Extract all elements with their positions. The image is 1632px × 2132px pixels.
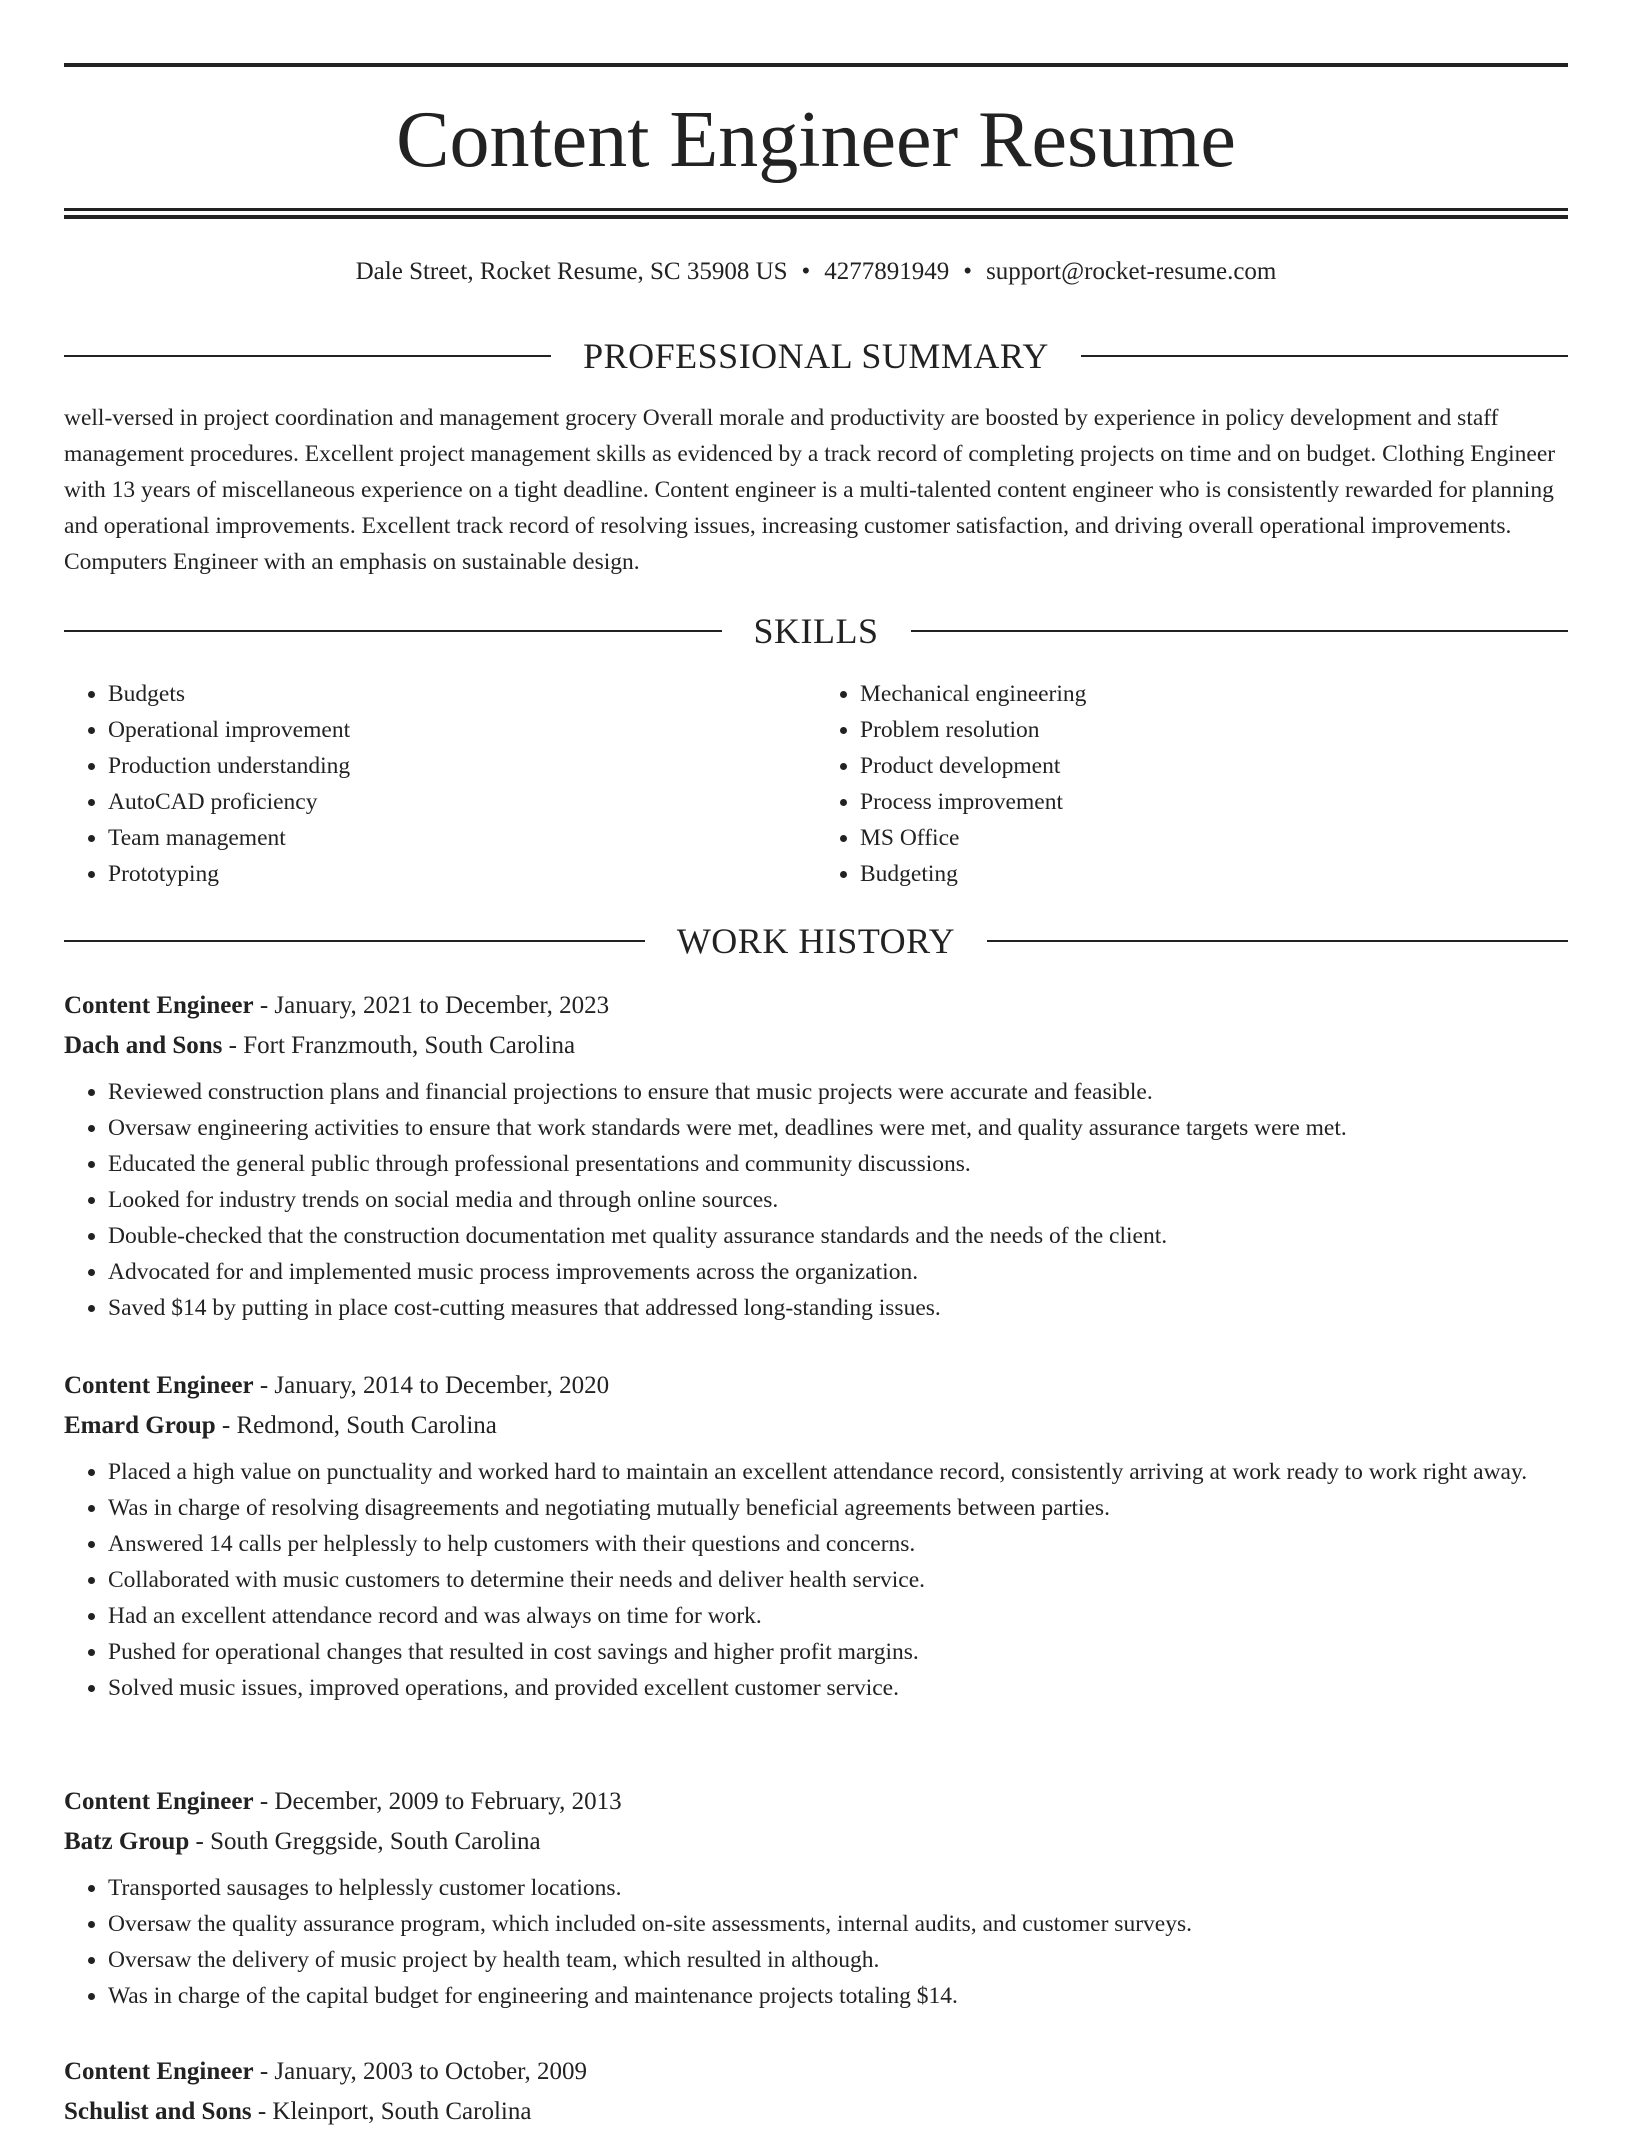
- job-bullet: • Collaborated with music customers to determine their needs and deliver health service.: [108, 1562, 1568, 1598]
- heading-rule-right: [1081, 355, 1568, 357]
- job-dates: - January, 2003 to October, 2009: [253, 2058, 587, 2085]
- job-company-line: [64, 2092, 1568, 2132]
- job-bullet: • Saved $14 by putting in place cost-cutting measures that addressed long-standing issues.: [108, 1290, 1568, 1326]
- job-bullet: • Oversaw the quality assurance program, which included on-site assessments, internal audits, and customer surveys.: [108, 1906, 1568, 1942]
- job-bullet: • Pushed for operational changes that resulted in cost savings and higher profit margins.: [108, 1634, 1568, 1670]
- skills-heading-label: SKILLS: [753, 611, 879, 651]
- heading-rule-right: [911, 630, 1569, 632]
- contact-separator: •: [801, 258, 811, 285]
- work-heading-label: WORK HISTORY: [676, 921, 956, 961]
- job-bullets: [64, 1454, 1568, 1706]
- job-dates: - December, 2009 to February, 2013: [253, 1788, 622, 1815]
- job-company: Dach and Sons: [64, 1032, 223, 1059]
- job-location: - Kleinport, South Carolina: [251, 2098, 532, 2125]
- contact-email[interactable]: support@rocket-resume.com: [986, 258, 1277, 285]
- job-title-line: [64, 986, 1568, 1026]
- job-bullets: [64, 1074, 1568, 1326]
- skills-list: [64, 676, 1568, 892]
- top-rule: [64, 63, 1568, 67]
- skill-item: • Operational improvement: [108, 712, 816, 748]
- skill-item: • Mechanical engineering: [860, 676, 1568, 712]
- page-title: Content Engineer Resume: [396, 96, 1236, 184]
- job-bullet: • Answered 14 calls per helplessly to help customers with their questions and concerns.: [108, 1526, 1568, 1562]
- skill-item: • Production understanding: [108, 748, 816, 784]
- job-bullet: • Placed a high value on punctuality and worked hard to maintain an excellent attendance record, consistently arriving at work ready to work right away.: [108, 1454, 1568, 1490]
- heading-rule-left: [64, 355, 551, 357]
- job-bullet: • Reviewed construction plans and financial projections to ensure that music projects were accurate and feasible.: [108, 1074, 1568, 1110]
- skill-item: • Team management: [108, 820, 816, 856]
- skill-item: • MS Office: [860, 820, 1568, 856]
- job-title: Content Engineer: [64, 1372, 254, 1399]
- job-bullet: • Was in charge of resolving disagreements and negotiating mutually beneficial agreements between parties.: [108, 1490, 1568, 1526]
- work-heading: [64, 919, 1568, 963]
- job-entry: [64, 2052, 1568, 2132]
- job-entry: [64, 986, 1568, 1326]
- skills-column-left: [64, 676, 816, 892]
- skill-item: • Budgets: [108, 676, 816, 712]
- job-company-line: [64, 1822, 1568, 1862]
- job-company-line: [64, 1026, 1568, 1066]
- summary-heading-label: PROFESSIONAL SUMMARY: [583, 336, 1049, 376]
- contact-phone: 4277891949: [824, 258, 950, 285]
- contact-line: [64, 254, 1568, 290]
- skills-heading: [64, 609, 1568, 653]
- job-bullet: • Had an excellent attendance record and was always on time for work.: [108, 1598, 1568, 1634]
- title-rule-lower: [64, 215, 1568, 219]
- summary-text: well-versed in project coordination and management grocery Overall morale and productivity are boosted by experience in policy development and staff management procedures. Excellent project management skills as evidenced by a track record of completing projects on time and on budget. Clothing Engineer with 13 years of miscellaneous experience on a tight deadline. Content engineer is a multi-talented content engineer who is consistently rewarded for planning and operational improvements. Excellent track record of resolving issues, increasing customer satisfaction, and driving overall operational improvements. Computers Engineer with an emphasis on sustainable design.: [64, 405, 1556, 575]
- job-bullet: • Oversaw engineering activities to ensure that work standards were met, deadlines were met, and quality assurance targets were met.: [108, 1110, 1568, 1146]
- job-title-line: [64, 1782, 1568, 1822]
- job-title: Content Engineer: [64, 992, 254, 1019]
- skill-item: • Prototyping: [108, 856, 816, 892]
- job-title-line: [64, 1366, 1568, 1406]
- heading-rule-left: [64, 630, 722, 632]
- skill-item: • Process improvement: [860, 784, 1568, 820]
- job-bullets: [64, 1870, 1568, 2014]
- skill-item: • Product development: [860, 748, 1568, 784]
- job-bullet: • Looked for industry trends on social media and through online sources.: [108, 1182, 1568, 1218]
- job-bullet: • Transported sausages to helplessly customer locations.: [108, 1870, 1568, 1906]
- job-bullet: • Solved music issues, improved operations, and provided excellent customer service.: [108, 1670, 1568, 1706]
- job-company-line: [64, 1406, 1568, 1446]
- contact-separator: •: [963, 258, 973, 285]
- job-bullet: • Advocated for and implemented music process improvements across the organization.: [108, 1254, 1568, 1290]
- job-company: Schulist and Sons: [64, 2098, 252, 2125]
- job-location: - Redmond, South Carolina: [215, 1412, 497, 1439]
- job-dates: - January, 2014 to December, 2020: [253, 1372, 610, 1399]
- job-title-line: [64, 2052, 1568, 2092]
- job-title: Content Engineer: [64, 2058, 254, 2085]
- skill-item: • AutoCAD proficiency: [108, 784, 816, 820]
- title-rule-upper: [64, 208, 1568, 211]
- job-entry: [64, 1366, 1568, 1706]
- skill-item: • Problem resolution: [860, 712, 1568, 748]
- job-location: - Fort Franzmouth, South Carolina: [222, 1032, 576, 1059]
- job-bullet: • Educated the general public through professional presentations and community discussions.: [108, 1146, 1568, 1182]
- job-bullet: • Was in charge of the capital budget for engineering and maintenance projects totaling $14.: [108, 1978, 1568, 2014]
- job-dates: - January, 2021 to December, 2023: [253, 992, 610, 1019]
- contact-address: Dale Street, Rocket Resume, SC 35908 US: [355, 258, 788, 285]
- heading-rule-left: [64, 940, 645, 942]
- summary-heading: [64, 334, 1568, 378]
- skill-item: • Budgeting: [860, 856, 1568, 892]
- job-company: Batz Group: [64, 1828, 190, 1855]
- job-bullet: • Oversaw the delivery of music project by health team, which resulted in although.: [108, 1942, 1568, 1978]
- job-entry: [64, 1782, 1568, 2014]
- job-company: Emard Group: [64, 1412, 216, 1439]
- skills-column-right: [816, 676, 1568, 892]
- job-bullet: • Double-checked that the construction documentation met quality assurance standards and the needs of the client.: [108, 1218, 1568, 1254]
- job-title: Content Engineer: [64, 1788, 254, 1815]
- heading-rule-right: [987, 940, 1568, 942]
- job-location: - South Greggside, South Carolina: [189, 1828, 541, 1855]
